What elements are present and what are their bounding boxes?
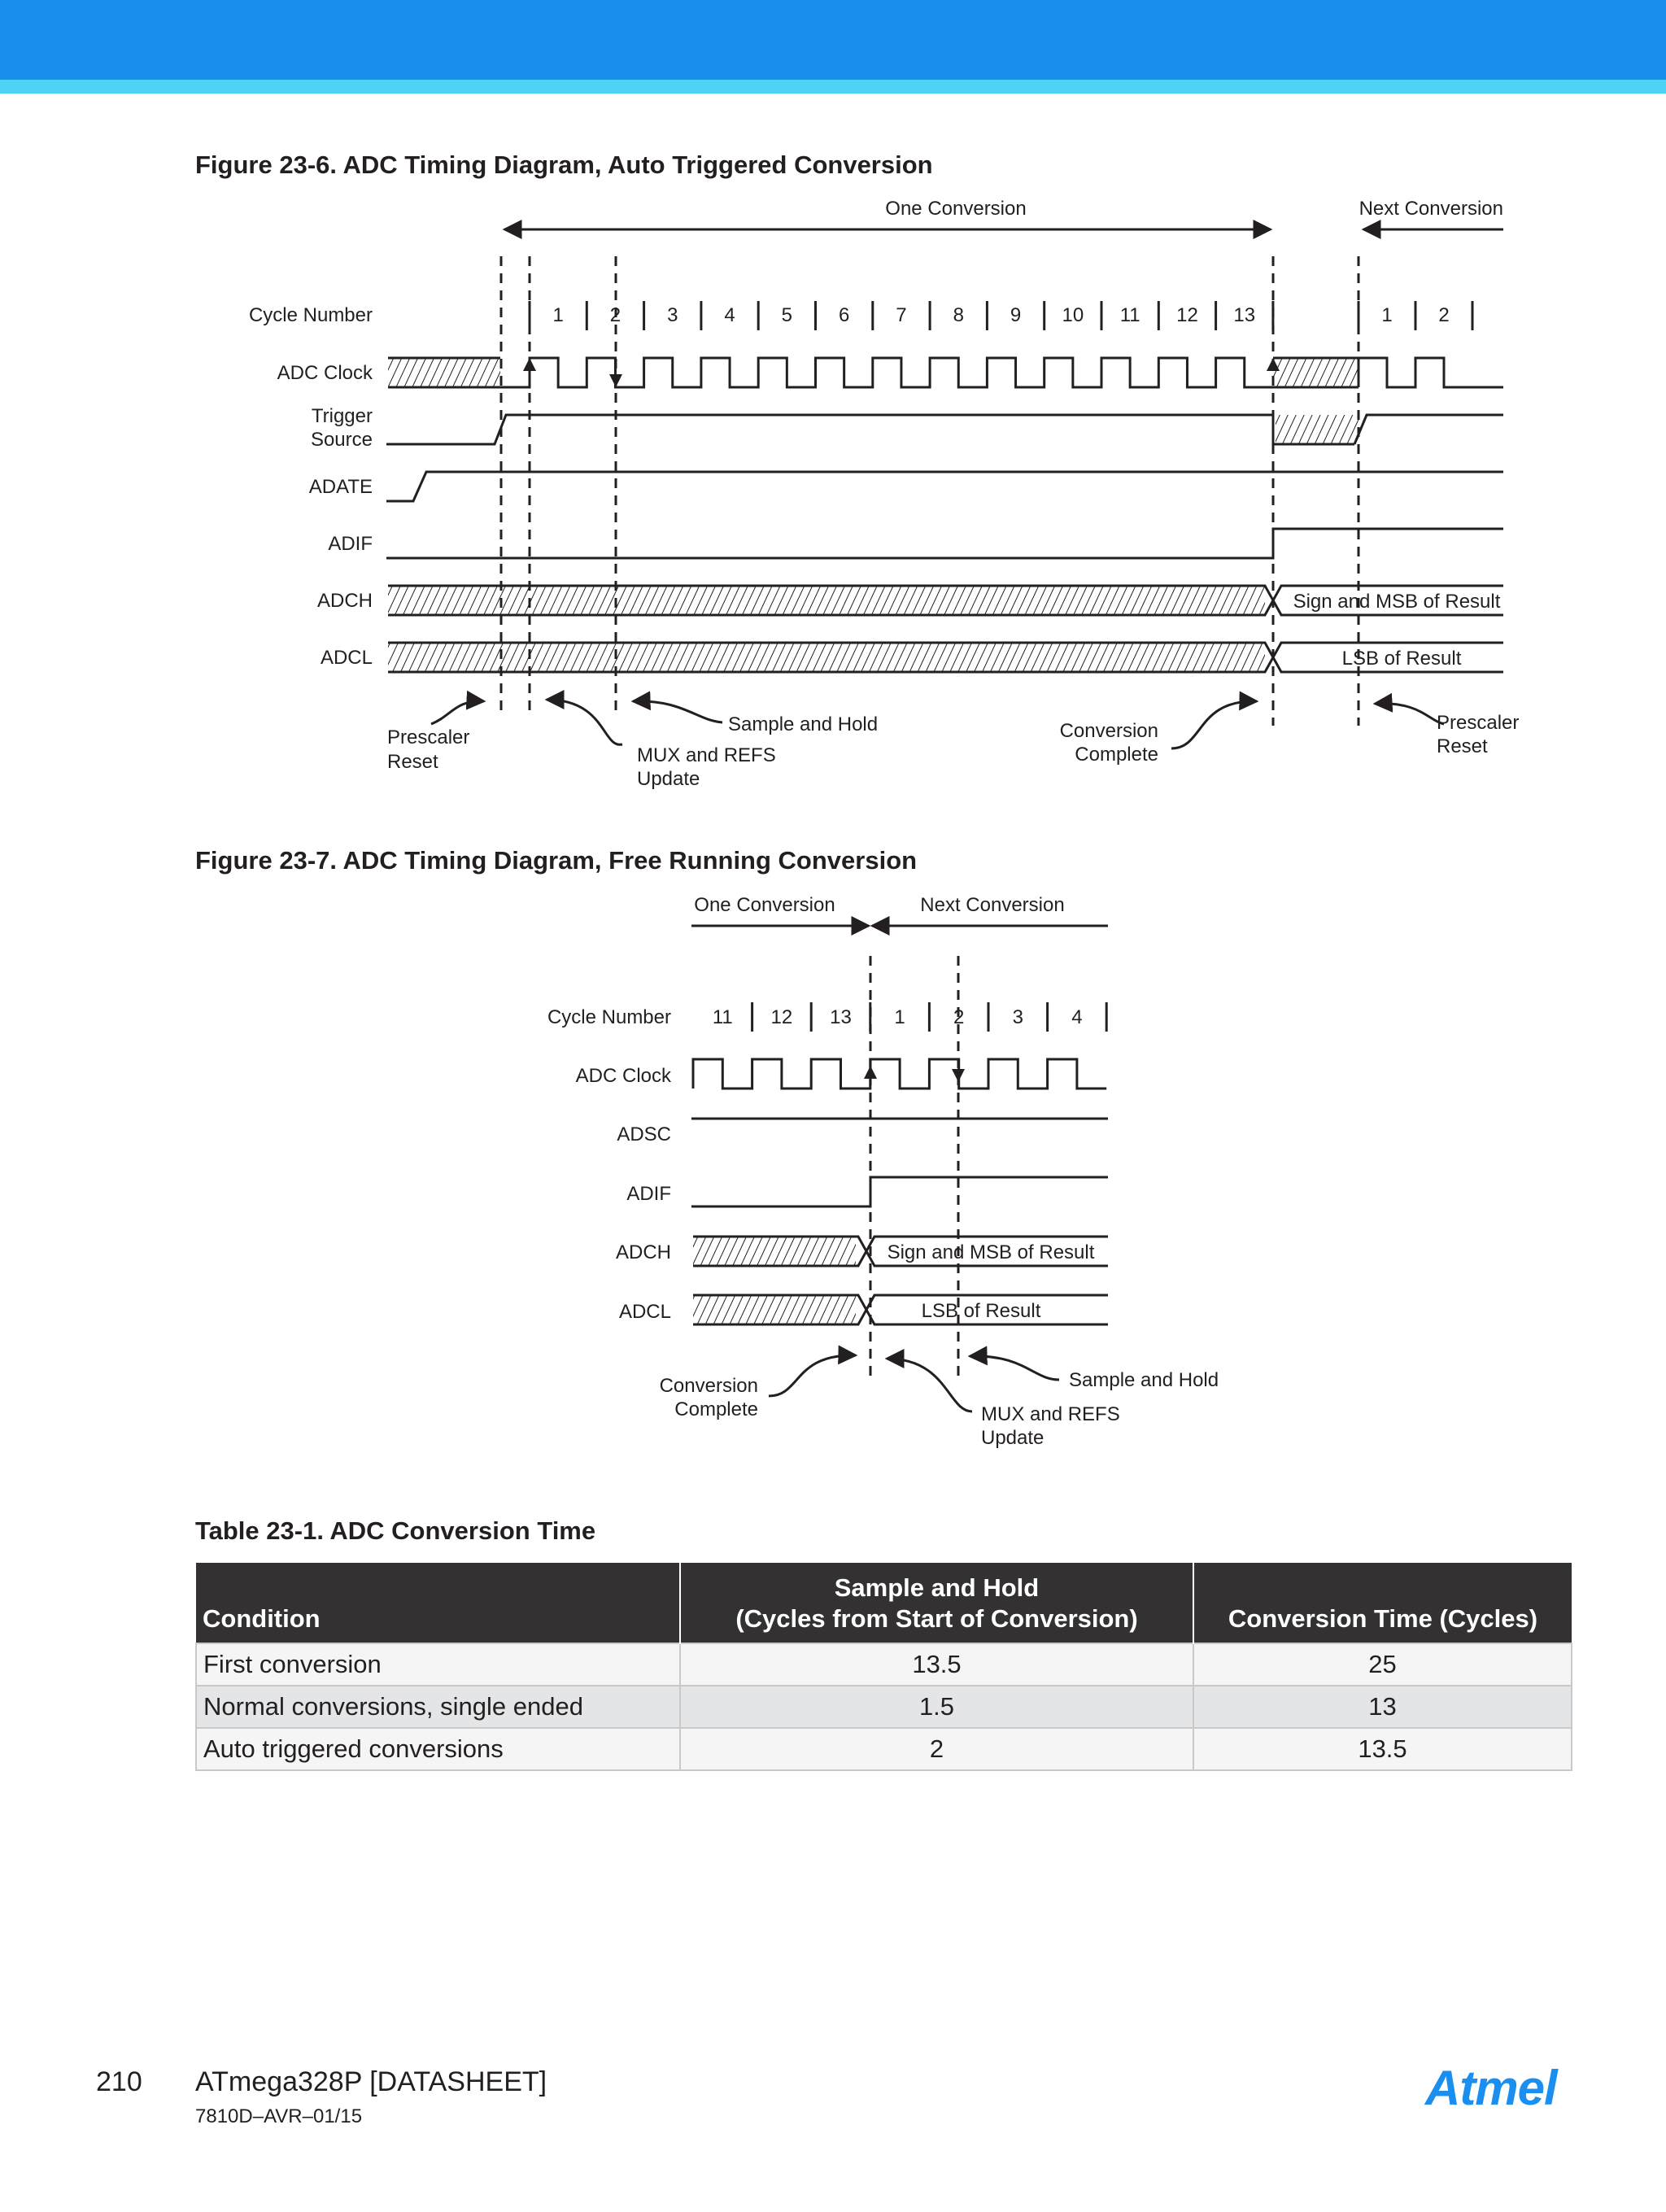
fr-mux-refs-label-2: Update [981, 1427, 1045, 1449]
fr-mux-refs-label-1: MUX and REFS [981, 1403, 1120, 1425]
table-row [196, 1643, 1572, 1686]
atmel-logo: Atmel [1425, 2061, 1557, 2115]
figure-23-6-diagram [0, 179, 1666, 814]
prescaler-reset-label-1: Prescaler [387, 726, 470, 748]
table-cell-conversion-time: 13 [1193, 1686, 1572, 1728]
fr-adch-value: Sign and MSB of Result [887, 1241, 1095, 1263]
document-title: ATmega328P [DATASHEET] [195, 2066, 547, 2097]
adif-label: ADIF [328, 533, 373, 555]
table-23-1-title: Table 23-1. ADC Conversion Time [195, 1516, 596, 1545]
conversion-complete-label-2: Complete [1075, 744, 1158, 766]
header-sample-hold-line-2: (Cycles from Start of Conversion) [735, 1604, 1138, 1633]
table-cell-condition: First conversion [196, 1643, 680, 1686]
adc-clock-label: ADC Clock [277, 362, 373, 384]
table-cell-sample-hold: 13.5 [680, 1643, 1193, 1686]
cycle-number: 2 [953, 1006, 965, 1028]
fr-conversion-complete-label-1: Conversion [659, 1375, 758, 1397]
conversion-complete-label-1: Conversion [1059, 720, 1158, 742]
cycle-number: 4 [1071, 1006, 1083, 1028]
prescaler-reset-right-label-2: Reset [1437, 735, 1488, 757]
figure-23-7-diagram [0, 879, 1666, 1472]
cycle-number: 3 [667, 304, 678, 326]
cycle-number: 6 [838, 304, 850, 326]
prescaler-reset-right-label-1: Prescaler [1437, 712, 1520, 734]
cycle-number: 4 [724, 304, 735, 326]
table-cell-conversion-time: 13.5 [1193, 1728, 1572, 1770]
table-cell-condition: Auto triggered conversions [196, 1728, 680, 1770]
table-cell-sample-hold: 2 [680, 1728, 1193, 1770]
cycle-number: 9 [1010, 304, 1022, 326]
cycle-number: 11 [712, 1006, 733, 1028]
fr-adc-clock-label: ADC Clock [575, 1065, 671, 1087]
fr-one-conversion-label: One Conversion [694, 894, 835, 916]
cycle-number-label: Cycle Number [248, 304, 373, 326]
cycle-number: 5 [781, 304, 793, 326]
trigger-source-label-2: Source [310, 429, 373, 451]
document-id: 7810D–AVR–01/15 [195, 2105, 363, 2127]
cycle-number: 2 [609, 304, 621, 326]
cycle-number: 1 [1381, 304, 1393, 326]
cycle-number: 13 [830, 1006, 852, 1028]
fr-cycle-number-label: Cycle Number [547, 1006, 671, 1028]
mux-refs-label-2: Update [637, 768, 700, 790]
adch-value: Sign and MSB of Result [1293, 591, 1501, 613]
fr-conversion-complete-label-2: Complete [674, 1398, 758, 1420]
cycle-number: 13 [1233, 304, 1256, 326]
adcl-value: LSB of Result [1341, 648, 1462, 670]
adch-label: ADCH [316, 590, 373, 612]
conversion-time-table [195, 1563, 1572, 1771]
header-condition: Condition [196, 1563, 680, 1643]
header-bar [0, 0, 1666, 80]
cycle-number: 12 [1176, 304, 1198, 326]
header-conversion-time: Conversion Time (Cycles) [1193, 1563, 1572, 1643]
figure-23-6-title: Figure 23-6. ADC Timing Diagram, Auto Triggered Conversion [195, 151, 933, 179]
cycle-number: 8 [953, 304, 964, 326]
fr-adcl-label: ADCL [618, 1301, 671, 1323]
cycle-number: 11 [1119, 304, 1140, 326]
sample-hold-label: Sample and Hold [728, 713, 879, 735]
header-sample-hold [680, 1563, 1193, 1643]
fr-adsc-label: ADSC [617, 1123, 671, 1145]
fr-adif-label: ADIF [626, 1183, 671, 1205]
page-number: 210 [96, 2066, 142, 2097]
cycle-number: 3 [1012, 1006, 1023, 1028]
header-sample-hold-line-1: Sample and Hold [834, 1573, 1040, 1602]
cycle-number: 1 [552, 304, 564, 326]
mux-refs-label-1: MUX and REFS [637, 744, 776, 766]
one-conversion-label: One Conversion [885, 198, 1027, 220]
table-header-row [196, 1563, 1572, 1643]
table-row [196, 1686, 1572, 1728]
header-stripe [0, 80, 1666, 94]
table-cell-sample-hold: 1.5 [680, 1686, 1193, 1728]
table-cell-conversion-time: 25 [1193, 1643, 1572, 1686]
cycle-number: 1 [894, 1006, 905, 1028]
adcl-label: ADCL [320, 647, 373, 669]
cycle-number: 7 [896, 304, 907, 326]
figure-23-7-title: Figure 23-7. ADC Timing Diagram, Free Running Conversion [195, 846, 918, 875]
cycle-number: 12 [770, 1006, 793, 1028]
table-cell-condition: Normal conversions, single ended [196, 1686, 680, 1728]
adate-label: ADATE [308, 476, 373, 498]
table-row [196, 1728, 1572, 1770]
prescaler-reset-label-2: Reset [387, 751, 438, 773]
fr-sample-hold-label: Sample and Hold [1069, 1369, 1219, 1391]
fr-adch-label: ADCH [615, 1241, 671, 1263]
next-conversion-label: Next Conversion [1359, 198, 1503, 220]
fr-adcl-value: LSB of Result [921, 1300, 1041, 1322]
cycle-number: 2 [1438, 304, 1450, 326]
cycle-number: 10 [1062, 304, 1084, 326]
trigger-source-label-1: Trigger [311, 405, 373, 427]
fr-next-conversion-label: Next Conversion [920, 894, 1065, 916]
